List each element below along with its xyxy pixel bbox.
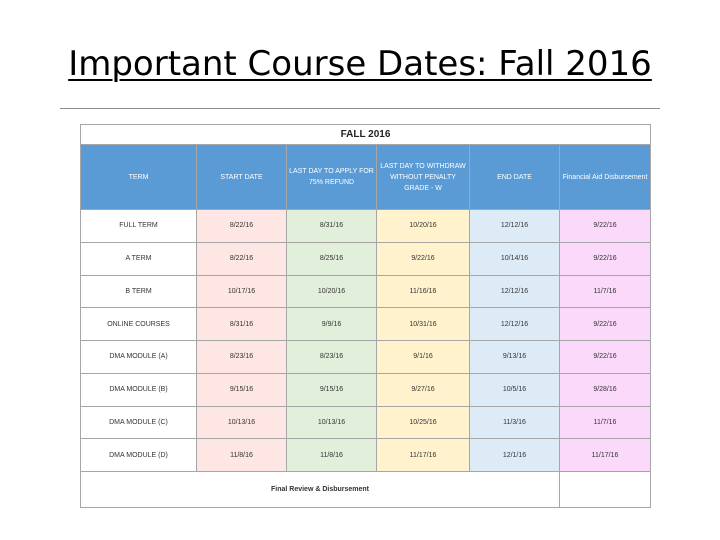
header-refund-date: LAST DAY TO APPLY FOR 75% REFUND xyxy=(287,145,377,210)
end-date-cell: 12/1/16 xyxy=(470,439,560,472)
table-footer-row xyxy=(81,472,651,508)
header-start-date: START DATE xyxy=(197,145,287,210)
footer-empty-cell xyxy=(560,472,651,508)
start-date-cell: 8/22/16 xyxy=(197,242,287,275)
table-row xyxy=(81,242,651,275)
financial-aid-cell: 9/22/16 xyxy=(560,209,651,242)
refund-date-cell: 10/13/16 xyxy=(287,406,377,439)
header-withdraw-date: LAST DAY TO WITHDRAW WITHOUT PENALTY GRADE - W xyxy=(377,145,470,210)
refund-date-cell: 8/31/16 xyxy=(287,209,377,242)
financial-aid-cell: 11/7/16 xyxy=(560,275,651,308)
term-cell: DMA MODULE (A) xyxy=(81,341,197,374)
slide-title: Important Course Dates: Fall 2016 xyxy=(68,44,652,84)
table-row xyxy=(81,406,651,439)
withdraw-date-cell: 10/31/16 xyxy=(377,308,470,341)
refund-date-cell: 8/23/16 xyxy=(287,341,377,374)
withdraw-date-cell: 9/27/16 xyxy=(377,373,470,406)
end-date-cell: 11/3/16 xyxy=(470,406,560,439)
header-end-date: END DATE xyxy=(470,145,560,210)
table-row xyxy=(81,341,651,374)
term-cell: DMA MODULE (B) xyxy=(81,373,197,406)
end-date-cell: 9/13/16 xyxy=(470,341,560,374)
table-row xyxy=(81,209,651,242)
end-date-cell: 12/12/16 xyxy=(470,308,560,341)
table-row xyxy=(81,373,651,406)
end-date-cell: 12/12/16 xyxy=(470,275,560,308)
header-financial-aid: Financial Aid Disbursement xyxy=(560,145,651,210)
refund-date-cell: 8/25/16 xyxy=(287,242,377,275)
refund-date-cell: 9/9/16 xyxy=(287,308,377,341)
start-date-cell: 10/13/16 xyxy=(197,406,287,439)
start-date-cell: 10/17/16 xyxy=(197,275,287,308)
term-cell: FULL TERM xyxy=(81,209,197,242)
refund-date-cell: 10/20/16 xyxy=(287,275,377,308)
end-date-cell: 12/12/16 xyxy=(470,209,560,242)
start-date-cell: 8/22/16 xyxy=(197,209,287,242)
table-header-row xyxy=(81,145,651,210)
start-date-cell: 8/31/16 xyxy=(197,308,287,341)
end-date-cell: 10/5/16 xyxy=(470,373,560,406)
withdraw-date-cell: 11/16/16 xyxy=(377,275,470,308)
footer-label: Final Review & Disbursement xyxy=(81,472,560,508)
financial-aid-cell: 11/17/16 xyxy=(560,439,651,472)
table-row xyxy=(81,275,651,308)
table-row xyxy=(81,439,651,472)
course-dates-table xyxy=(80,124,651,508)
refund-date-cell: 9/15/16 xyxy=(287,373,377,406)
term-cell: DMA MODULE (C) xyxy=(81,406,197,439)
term-cell: ONLINE COURSES xyxy=(81,308,197,341)
financial-aid-cell: 9/22/16 xyxy=(560,242,651,275)
start-date-cell: 11/8/16 xyxy=(197,439,287,472)
table-caption-row xyxy=(81,125,651,145)
term-cell: A TERM xyxy=(81,242,197,275)
header-term: TERM xyxy=(81,145,197,210)
refund-date-cell: 11/8/16 xyxy=(287,439,377,472)
withdraw-date-cell: 9/22/16 xyxy=(377,242,470,275)
start-date-cell: 8/23/16 xyxy=(197,341,287,374)
withdraw-date-cell: 11/17/16 xyxy=(377,439,470,472)
title-divider xyxy=(60,108,660,109)
start-date-cell: 9/15/16 xyxy=(197,373,287,406)
financial-aid-cell: 11/7/16 xyxy=(560,406,651,439)
end-date-cell: 10/14/16 xyxy=(470,242,560,275)
withdraw-date-cell: 10/25/16 xyxy=(377,406,470,439)
table-row xyxy=(81,308,651,341)
withdraw-date-cell: 10/20/16 xyxy=(377,209,470,242)
financial-aid-cell: 9/28/16 xyxy=(560,373,651,406)
term-cell: DMA MODULE (D) xyxy=(81,439,197,472)
withdraw-date-cell: 9/1/16 xyxy=(377,341,470,374)
financial-aid-cell: 9/22/16 xyxy=(560,341,651,374)
financial-aid-cell: 9/22/16 xyxy=(560,308,651,341)
table-caption: FALL 2016 xyxy=(81,125,651,145)
term-cell: B TERM xyxy=(81,275,197,308)
